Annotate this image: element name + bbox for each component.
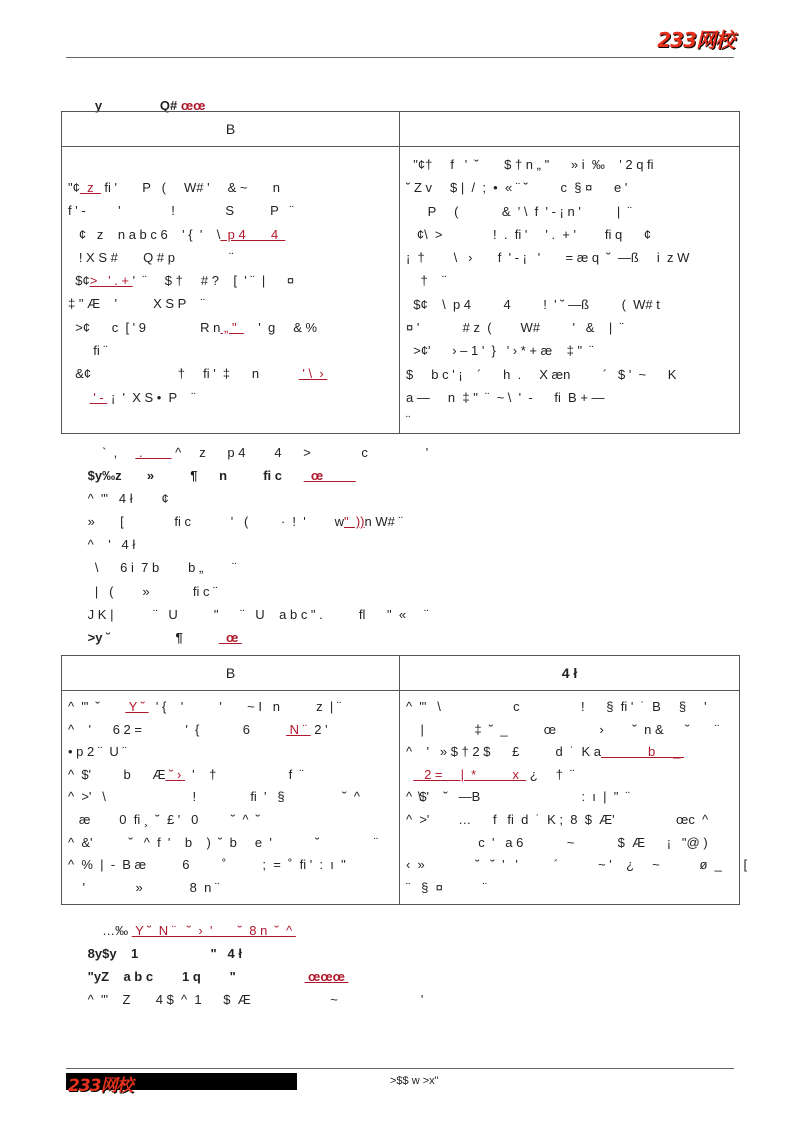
- text-run: …‰: [66, 923, 132, 938]
- text-line: [66, 988, 423, 1011]
- text-run: ^ >' … f fi d ˙ K ; 8 $ Æ' œc ^: [406, 811, 709, 827]
- text-line: [62, 832, 399, 855]
- text-line: [400, 696, 739, 719]
- table-2-header-left: B: [62, 656, 400, 691]
- text-line: [62, 316, 399, 339]
- text-run: >¢' › – 1 ' } ' › * + æ ‡ " ¨: [406, 343, 594, 359]
- text-line: [62, 719, 399, 742]
- text-run: ' { ' ' ~ I n z | ¨: [148, 699, 342, 714]
- text-run: "¢: [68, 180, 80, 195]
- header-rule: [66, 57, 734, 58]
- text-run: [68, 390, 90, 405]
- text-line: [66, 580, 429, 603]
- text-run: ^ ' 6 2 = ' { 6: [68, 721, 287, 737]
- text-line: [400, 339, 739, 362]
- text-run: ' g & %: [243, 319, 318, 335]
- text-line: [66, 556, 429, 579]
- text-line: [66, 965, 423, 988]
- text-line: [62, 269, 399, 292]
- text-line: [62, 223, 399, 246]
- text-run: • p 2 ¨ U ¨: [68, 744, 127, 760]
- text-line: [62, 786, 422, 809]
- text-line: [400, 269, 739, 292]
- text-line: [400, 741, 739, 764]
- text-run: f ' - ' ! S P ¨: [68, 203, 294, 219]
- text-run: "¢† f ' ˘ $ † n „ " » i ‰ ' 2 q fi: [406, 157, 654, 172]
- underlined-link[interactable]: > ' . +: [89, 273, 133, 289]
- text-line: [66, 510, 429, 533]
- underlined-link[interactable]: œ: [218, 629, 242, 645]
- text-line: [66, 533, 429, 556]
- text-run: >y ˘ ¶: [66, 629, 219, 645]
- text-run: fi ' P ( W# ' & ~ n: [100, 180, 281, 195]
- text-line: [400, 409, 739, 432]
- text-run: ˘ Z v $ | / ; • « ¨ ˘ c § ¤ e ': [406, 180, 628, 196]
- table-2-header-right: 4 ł: [400, 656, 740, 691]
- underlined-link[interactable]: b _: [601, 744, 685, 760]
- text-line: [400, 200, 739, 223]
- table-2-right-cell: [400, 691, 748, 905]
- text-run: ^ z p 4 4 > c ': [171, 445, 429, 460]
- text-line: [400, 176, 739, 199]
- text-line: [400, 719, 739, 742]
- text-run: \ 6 i 7 b b „ ¨: [66, 560, 237, 576]
- underlined-link[interactable]: „ ": [220, 319, 244, 335]
- text-line: [400, 223, 739, 246]
- text-line: [62, 292, 399, 315]
- text-run: ¡ ' X S • P ¨: [107, 389, 196, 405]
- text-line: [400, 246, 739, 269]
- underlined-link[interactable]: Y ˘ N ¨ ˘ › ' ˘ 8 n ˘ ^: [131, 923, 296, 938]
- table-1-left-cell: [62, 147, 400, 434]
- text-run: ^ ' 4 ł: [66, 537, 136, 553]
- text-line: [400, 832, 739, 855]
- text-line: [62, 362, 399, 385]
- underlined-link[interactable]: 2 = | * x: [413, 766, 527, 782]
- text-run: $y‰z » ¶ n fi c: [66, 468, 304, 484]
- table-1: [61, 111, 740, 434]
- text-line: [400, 293, 739, 316]
- text-line: [66, 441, 429, 464]
- text-run: $¢ \ p 4 4 ! ' ˘ —ß ( W# t: [406, 296, 660, 312]
- text-run: &¢ † fi ' ‡ n: [68, 366, 299, 382]
- text-line: [62, 741, 399, 764]
- text-run: æ 0 fi ¸ ˘ £ ' 0 ˘ ^ ˘: [68, 811, 261, 827]
- text-run: | ‡ ˘ _ œ › ˘ n & ˘ ¨: [406, 721, 720, 737]
- text-line: [62, 877, 399, 900]
- underlined-link[interactable]: p 4 4: [220, 226, 286, 242]
- table-1-right-cell: [400, 147, 740, 434]
- text-line: [62, 764, 399, 787]
- text-line: [66, 919, 423, 942]
- text-run: ^ ' » $ † 2 $ £ d ˙ K a: [406, 744, 601, 760]
- text-run: ¡ † \ › f ' - ¡ ' = æ q ˘ —ß i z W: [406, 250, 690, 266]
- text-run: ` ,: [66, 445, 136, 460]
- text-line: [66, 603, 429, 626]
- text-run: ‹ » ˘ ˘ ' ' ´ ~ ' ¿ ~ ø _ [: [406, 857, 748, 873]
- text-line: [62, 199, 399, 222]
- text-run: ^ >' \ ! fi ' § ˘ ^ \: [68, 789, 422, 805]
- text-run: ¿ † ¨: [526, 766, 575, 782]
- underlined-link[interactable]: " )): [344, 514, 365, 530]
- text-run: » [ fi c ' ( · ! ' w: [66, 514, 345, 530]
- text-line: [400, 363, 739, 386]
- underlined-link[interactable]: ' \ ›: [298, 366, 328, 382]
- text-run: >¢ c [ ' 9 R n: [68, 319, 221, 335]
- underlined-link[interactable]: Y ˘: [125, 699, 149, 714]
- text-line: [62, 809, 399, 832]
- text-run: 2 ': [310, 721, 328, 737]
- text-line: [66, 487, 429, 510]
- text-run: ! X S # Q # p ¨: [68, 249, 234, 265]
- text-line: [62, 339, 399, 362]
- table-2-left-cell: [62, 691, 422, 905]
- table-1-header-left: B: [62, 112, 400, 147]
- text-run: fi ¨: [68, 343, 108, 359]
- text-line: [400, 764, 739, 787]
- text-line: [400, 386, 739, 409]
- text-run: ¢ z n a b c 6 ' { ' \: [68, 226, 221, 242]
- underlined-link[interactable]: œœœ: [304, 969, 349, 984]
- text-line: [62, 246, 399, 269]
- text-run: J K | ¨ U " ¨ U a b c " . fl " « ¨: [66, 606, 429, 622]
- text-run: ^ $' ˘ —B : ı | " ¨: [406, 789, 630, 805]
- text-line: [400, 153, 739, 176]
- text-line: [62, 386, 399, 409]
- text-line: [62, 696, 399, 719]
- underlined-link[interactable]: .: [135, 445, 172, 460]
- text-run: ' † f ¨: [184, 766, 304, 782]
- text-line: [62, 854, 399, 877]
- text-run: ' ¨ $ † # ? [ ' ¨ | ¤: [132, 273, 295, 289]
- footer-logo: 233网校: [68, 1076, 133, 1096]
- text-run: ^ $' b Æ: [68, 766, 166, 782]
- text-run: ^ % | - B æ 6 ˚ ; = ˚ fi ' : ı ": [68, 857, 346, 873]
- text-run: | ( » fi c ¨: [66, 583, 218, 599]
- page-number: >$$ w >x": [390, 1075, 439, 1087]
- text-run: c ' a 6 ~ $ Æ ¡ "@ ): [406, 834, 708, 850]
- text-run: ¨: [406, 413, 411, 429]
- text-run: a — n ‡ " ¨ ~ \ ' - fi B + —: [406, 389, 605, 405]
- text-run: ^ "' Z 4 $ ^ 1 $ Æ ~ ': [66, 992, 424, 1007]
- text-run: $¢: [68, 273, 90, 289]
- intro-line: [66, 80, 205, 114]
- footer-rule: [66, 1068, 734, 1069]
- text-line: [66, 464, 429, 487]
- text-run: P ( & ' \ f ' - ¡ n ' | ¨: [406, 203, 632, 219]
- text-run: "yZ a b c 1 q ": [66, 969, 305, 984]
- intro-text: y Q#: [73, 98, 178, 113]
- middle-text: [66, 441, 429, 649]
- text-run: ^ "' \ c ! § fi ' ˙ B § ': [406, 699, 707, 714]
- table-1-header-right: [400, 112, 740, 147]
- text-line: [400, 877, 739, 900]
- text-run: 8y$y 1 " 4 ł: [66, 946, 242, 961]
- underlined-link[interactable]: ' -: [89, 389, 108, 405]
- text-line: [400, 786, 739, 809]
- text-line: [400, 316, 739, 339]
- text-run: ' » 8 n ¨: [68, 879, 220, 895]
- underlined-link[interactable]: z: [79, 180, 101, 195]
- text-line: [66, 626, 429, 649]
- text-run: † ¨: [406, 273, 447, 289]
- text-run: $ b c ' ¡ ´ h . X æn ´ $ ' ~ K: [406, 366, 677, 382]
- text-run: ¢\ > ! . fi ' ' . + ' fi q ¢: [406, 226, 652, 242]
- text-run: ¤ ' # z ( W# ' & | ¨: [406, 320, 624, 336]
- text-line: [400, 854, 748, 877]
- underlined-link[interactable]: ˘ ›: [165, 766, 185, 782]
- text-run: ^ "' 4 ł ¢: [66, 491, 169, 507]
- underlined-link[interactable]: œ: [303, 468, 356, 484]
- intro-link[interactable]: œœ: [177, 98, 206, 113]
- text-run: ‡ " Æ ' X S P ¨: [68, 296, 205, 312]
- text-line: [66, 942, 423, 965]
- underlined-link[interactable]: N ¨: [286, 721, 311, 737]
- text-run: ¨ § ¤ ¨: [406, 879, 487, 895]
- text-run: ^ &' ˘ ^ f ' b ) ˘ b e ' ˘ ¨: [68, 834, 379, 850]
- table-2: [61, 655, 748, 905]
- logo: 233网校: [657, 28, 734, 52]
- text-line: [400, 809, 739, 832]
- text-line: [62, 176, 399, 199]
- text-run: n W# ¨: [364, 514, 403, 530]
- bottom-text: [66, 919, 423, 1011]
- text-run: ^ "' ˘: [68, 699, 126, 714]
